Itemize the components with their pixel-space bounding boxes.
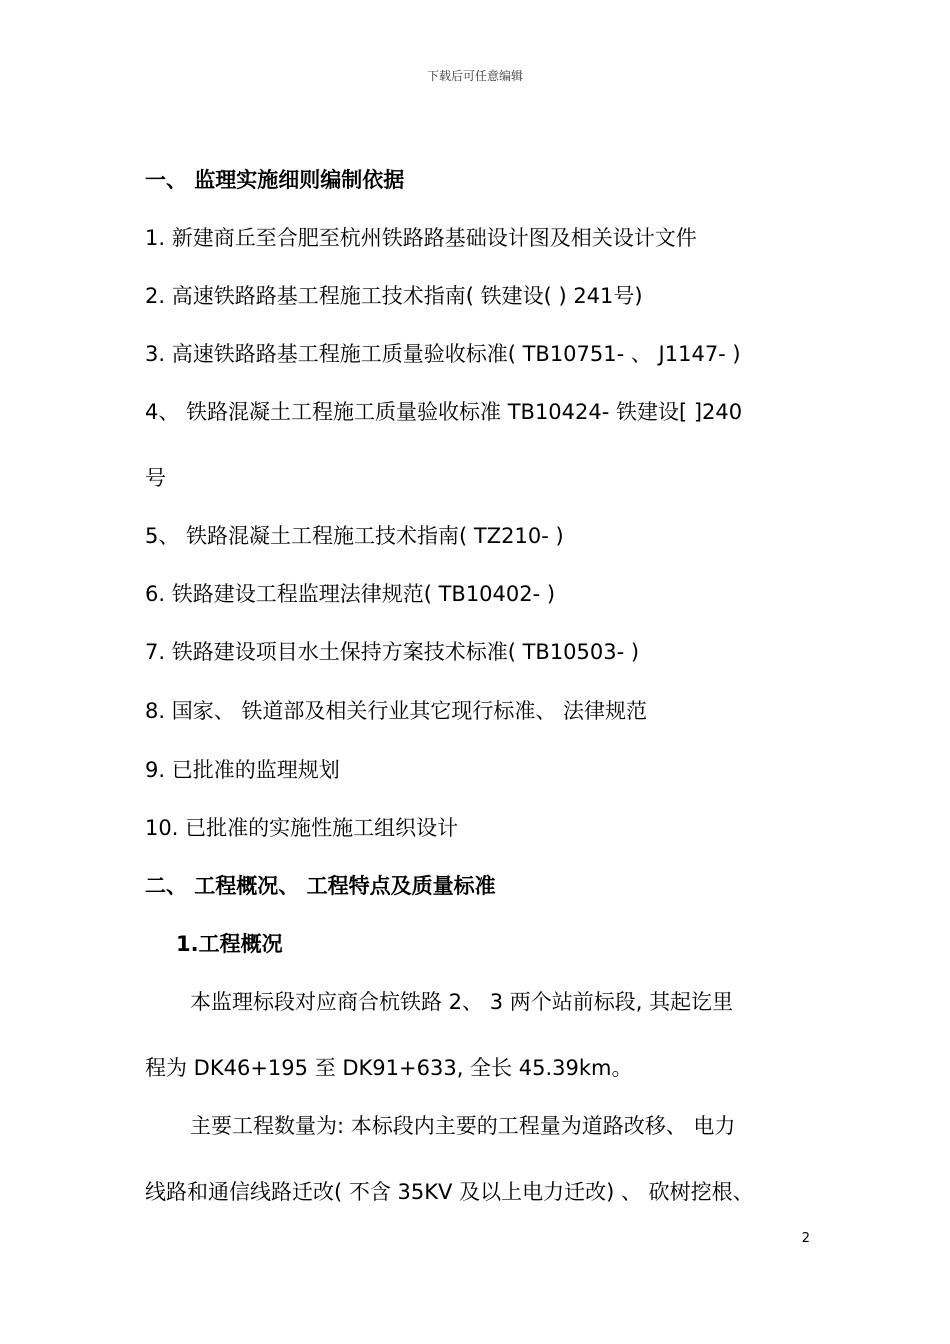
- basis-item-6: 6. 铁路建设工程监理法律规范( TB10402- ): [145, 582, 556, 606]
- basis-item-1: 1. 新建商丘至合肥至杭州铁路路基础设计图及相关设计文件: [145, 226, 697, 250]
- paragraph-1-line-1: 本监理标段对应商合杭铁路 2、 3 两个站前标段, 其起讫里: [190, 990, 734, 1014]
- basis-item-4-cont: 号: [145, 466, 166, 490]
- basis-item-5: 5、 铁路混凝土工程施工技术指南( TZ210- ): [145, 524, 564, 548]
- page-number: 2: [801, 1231, 810, 1246]
- basis-item-4: 4、 铁路混凝土工程施工质量验收标准 TB10424- 铁建设[ ]240: [145, 400, 743, 424]
- section-heading-2: 二、 工程概况、 工程特点及质量标准: [145, 874, 496, 898]
- basis-item-8: 8. 国家、 铁道部及相关行业其它现行标准、 法律规范: [145, 699, 648, 723]
- subsection-heading: 1.工程概况: [176, 932, 283, 956]
- basis-item-7: 7. 铁路建设项目水土保持方案技术标准( TB10503- ): [145, 640, 640, 664]
- basis-item-9: 9. 已批准的监理规划: [145, 758, 340, 782]
- paragraph-2-line-2: 线路和通信线路迁改( 不含 35KV 及以上电力迁改) 、 砍树挖根、: [145, 1180, 754, 1204]
- basis-item-3: 3. 高速铁路路基工程施工质量验收标准( TB10751- 、 J1147- ): [145, 342, 741, 366]
- paragraph-1-line-2: 程为 DK46+195 至 DK91+633, 全长 45.39km。: [145, 1056, 633, 1080]
- paragraph-2-line-1: 主要工程数量为: 本标段内主要的工程量为道路改移、 电力: [190, 1114, 736, 1138]
- basis-item-2: 2. 高速铁路路基工程施工技术指南( 铁建设( ) 241号): [145, 284, 643, 308]
- section-heading-1: 一、 监理实施细则编制依据: [145, 168, 405, 192]
- basis-item-10: 10. 已批准的实施性施工组织设计: [145, 816, 459, 840]
- page-header: 下载后可任意编辑: [426, 69, 523, 83]
